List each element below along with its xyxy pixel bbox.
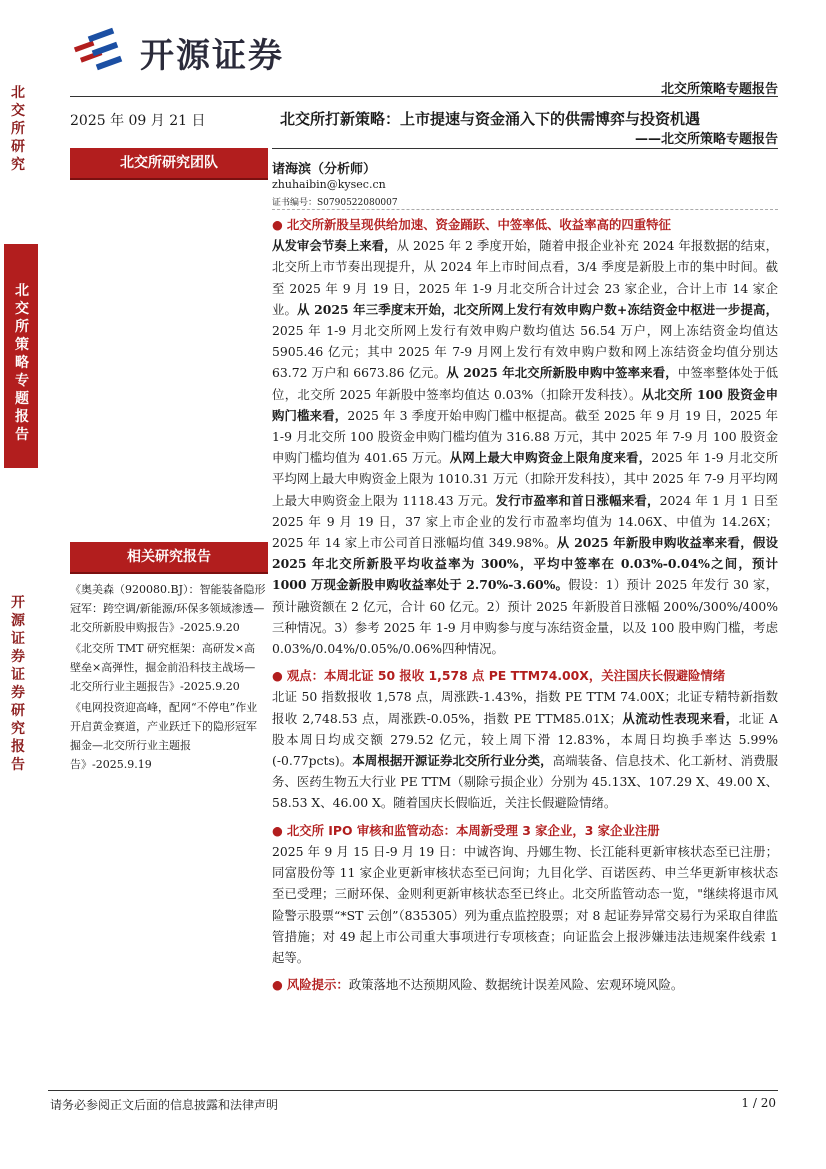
body-text: 2024 年 1 月 1 日至 2025 年 9 月 19 日，37 家上市企业的发行市盈率均值为 14.06X、中值为 14.26X；2025 年 14 家上市公司首日涨幅均值 349.98%。 bbox=[272, 492, 778, 551]
section-2-paragraph bbox=[272, 686, 778, 813]
related-report-item[interactable]: 《电网投资迎高峰，配网“不停电”作业开启黄金赛道，产业跃迁下的隐形冠军掘金—北交所行业主题报告》-2025.9.19 bbox=[70, 701, 258, 771]
section-1-heading: 北交所新股呈现供给加速、资金踊跃、中签率低、收益率高的四重特征 bbox=[286, 217, 671, 232]
report-date: 2025 年 09 月 21 日 bbox=[70, 113, 206, 129]
bullet-icon: ● bbox=[272, 217, 283, 232]
emphasis-text: 从 2025 年新股申购收益率来看，假设 2025 年北交所新股平均收益率为 300%，平均中签率在 0.03%-0.04%之间，预计 1000 万现金新股申购收益率处于 2.70%-3.60%。 bbox=[272, 535, 778, 593]
emphasis-text: 本周根据开源证券北交所行业分类， bbox=[352, 753, 553, 769]
company-logo bbox=[70, 24, 320, 76]
body-text: 高端装备、信息技术、化工新材、消费服务、医药生物五大行业 PE TTM（剔除亏损企业）分别为 45.13X、107.29 X、49.00 X、58.53 X、46.00 X。随着国庆长假临近，关注长假避险情绪。 bbox=[272, 753, 779, 811]
report-subtitle: ——北交所策略专题报告 bbox=[634, 132, 778, 147]
section-2-heading: 观点：本周北证 50 报收 1,578 点 PE TTM74.00X，关注国庆长假避险情绪 bbox=[286, 668, 726, 684]
bullet-icon: ● bbox=[272, 977, 283, 993]
risk-text: 政策落地不达预期风险、数据统计误差风险、宏观环境风险。 bbox=[348, 977, 684, 993]
analyst-email[interactable]: zhuhaibin@kysec.cn bbox=[272, 178, 386, 191]
related-reports-heading: 相关研究报告 bbox=[70, 542, 268, 574]
risk-line bbox=[272, 974, 778, 995]
section-3-paragraph: 2025 年 9 月 15 日-9 月 19 日：中诚咨询、丹娜生物、长江能科更新审核状态至已注册；同富股份等 11 家企业更新审核状态至已问询；九目化学、百诺医药、申兰华更新审核状态至已受理；三耐环保、金则利更新审核状态至已终止。北交所监管动态一览，"继续将退市风险警示股票“*ST 云创”（835305）列为重点监控股票；对 8 起证券异常交易行为采取自律监管措施；对 49 起上市公司重大事项进行专项核查；向证监会上报涉嫌违法违规案件线索 1 起等。 bbox=[272, 843, 778, 965]
body-text: 2025 年 3 季度开始申购门槛中枢提高。截至 2025 年 9 月 19 日，2025 年 1-9 月北交所 100 股资金申购门槛均值为 316.88 万元，其中 2025 年 7-9 月 100 股资金申购门槛均值为 401.65 万元。 bbox=[272, 407, 779, 466]
side-label-report-type: 北交所策略专题报告 bbox=[15, 283, 29, 443]
body-text: 北证 A 股本周日均成交额 279.52 亿元，较上周下滑 12.83%，本周日均换手率达 5.99% (-0.77pcts)。 bbox=[272, 710, 778, 769]
emphasis-text: 从流动性表现来看， bbox=[621, 710, 739, 726]
side-label-securities-report: 证券研究报告 bbox=[11, 667, 25, 773]
emphasis-text: 从 2025 年北交所新股申购中签率来看， bbox=[446, 365, 678, 381]
body-text: 2025 年 1-9 月北交所网上发行有效申购户数均值达 56.54 万户，网上冻结资金均值达 5905.46 亿元；其中 2025 年 7-9 月网上发行有效申购户数和网上冻结资金均值分别达 63.72 万户和 6673.86 亿元。 bbox=[272, 323, 778, 381]
body-text: 从 2025 年 2 季度开始，随着申报企业补充 2024 年报数据的结束，北交所上市节奏出现提升，从 2024 年上市时间点看，3/4 季度是新股上市的集中时间。截至 2025 年 9 月 19 日，2025 年 1-9 月北交所合计过会 23 家企业，合计上市 14 家企业。 bbox=[272, 238, 778, 317]
emphasis-text: 从 2025 年三季度末开始，北交所网上发行有效申购户数+冻结资金中枢进一步提高， bbox=[297, 301, 778, 317]
body-text: 中签率整体处于低位，北交所 2025 年新股中签率均值达 0.03%（扣除开发科技）。 bbox=[272, 365, 779, 402]
side-label-brand: 开源证券 bbox=[11, 595, 25, 665]
emphasis-text: 从发审会节奏上来看， bbox=[272, 238, 397, 254]
bullet-icon: ● bbox=[272, 822, 283, 838]
section-heading bbox=[272, 665, 778, 686]
emphasis-text: 从北交所 100 股资金申购门槛来看， bbox=[272, 386, 778, 423]
kaiyuan-logo-icon bbox=[70, 24, 130, 76]
related-report-item[interactable]: 《奥美森（920080.BJ）：智能装备隐形冠军：跨空调/新能源/环保多领域渗透—北交所新股申购报告》-2025.9.20 bbox=[70, 583, 266, 634]
section-3-heading: 北交所 IPO 审核和监管动态：本周新受理 3 家企业，3 家企业注册 bbox=[286, 822, 660, 838]
research-team-heading: 北交所研究团队 bbox=[70, 148, 268, 180]
report-body bbox=[272, 214, 778, 995]
side-label-research: 北交所研究 bbox=[11, 85, 25, 173]
section-heading bbox=[272, 214, 778, 235]
bullet-icon: ● bbox=[272, 668, 283, 684]
brand-name: 开源证券 bbox=[140, 36, 284, 76]
report-title: 北交所打新策略：上市提速与资金涌入下的供需博弈与投资机遇 bbox=[280, 110, 701, 128]
section-heading bbox=[272, 820, 778, 841]
footer-disclaimer: 请务必参阅正文后面的信息披露和法律声明 bbox=[50, 1098, 279, 1112]
risk-heading: 风险提示： bbox=[286, 977, 349, 993]
header-divider bbox=[70, 96, 778, 97]
emphasis-text: 从网上最大申购资金上限角度来看， bbox=[449, 450, 652, 466]
body-text: 假设：1）预计 2025 年发行 30 家，预计融资额在 2 亿元，合计 60 亿元。2）预计 2025 年新股首日涨幅 200%/300%/400%三种情况。3）参考 2025 年 1-9 月申购参与度与冻结资金量，以及 100 股申购门槛，考虑 0.03%/0.04%/0.05%/0.06%四种情况。 bbox=[272, 577, 778, 657]
title-divider bbox=[272, 148, 778, 149]
related-report-item[interactable]: 《北交所 TMT 研究框架：高研发×高壁垒×高弹性，掘金前沿科技主战场—北交所行业主题报告》-2025.9.20 bbox=[70, 642, 256, 693]
body-text: 北证 50 指数报收 1,578 点，周涨跌-1.43%，指数 PE TTM 74.00X；北证专精特新指数报收 2,748.53 点，周涨跌-0.05%，指数 PE TTM85.01X； bbox=[272, 689, 778, 726]
body-text: 2025 年 1-9 月北交所平均网上最大申购资金上限为 1010.31 万元（扣除开发科技），其中 2025 年 7-9 月平均网上最大申购资金上限为 1118.43 万元。 bbox=[272, 450, 778, 508]
footer-divider bbox=[48, 1090, 778, 1091]
related-reports-list bbox=[70, 580, 266, 776]
analyst-certificate: 证书编号：S0790522080007 bbox=[272, 198, 398, 208]
section-1-paragraph bbox=[272, 235, 778, 659]
analyst-name: 诸海滨（分析师） bbox=[272, 162, 377, 177]
analyst-divider bbox=[272, 209, 778, 210]
emphasis-text: 发行市盈率和首日涨幅来看， bbox=[495, 492, 660, 508]
page-number: 1 / 20 bbox=[741, 1096, 776, 1110]
header-report-type: 北交所策略专题报告 bbox=[660, 82, 778, 97]
